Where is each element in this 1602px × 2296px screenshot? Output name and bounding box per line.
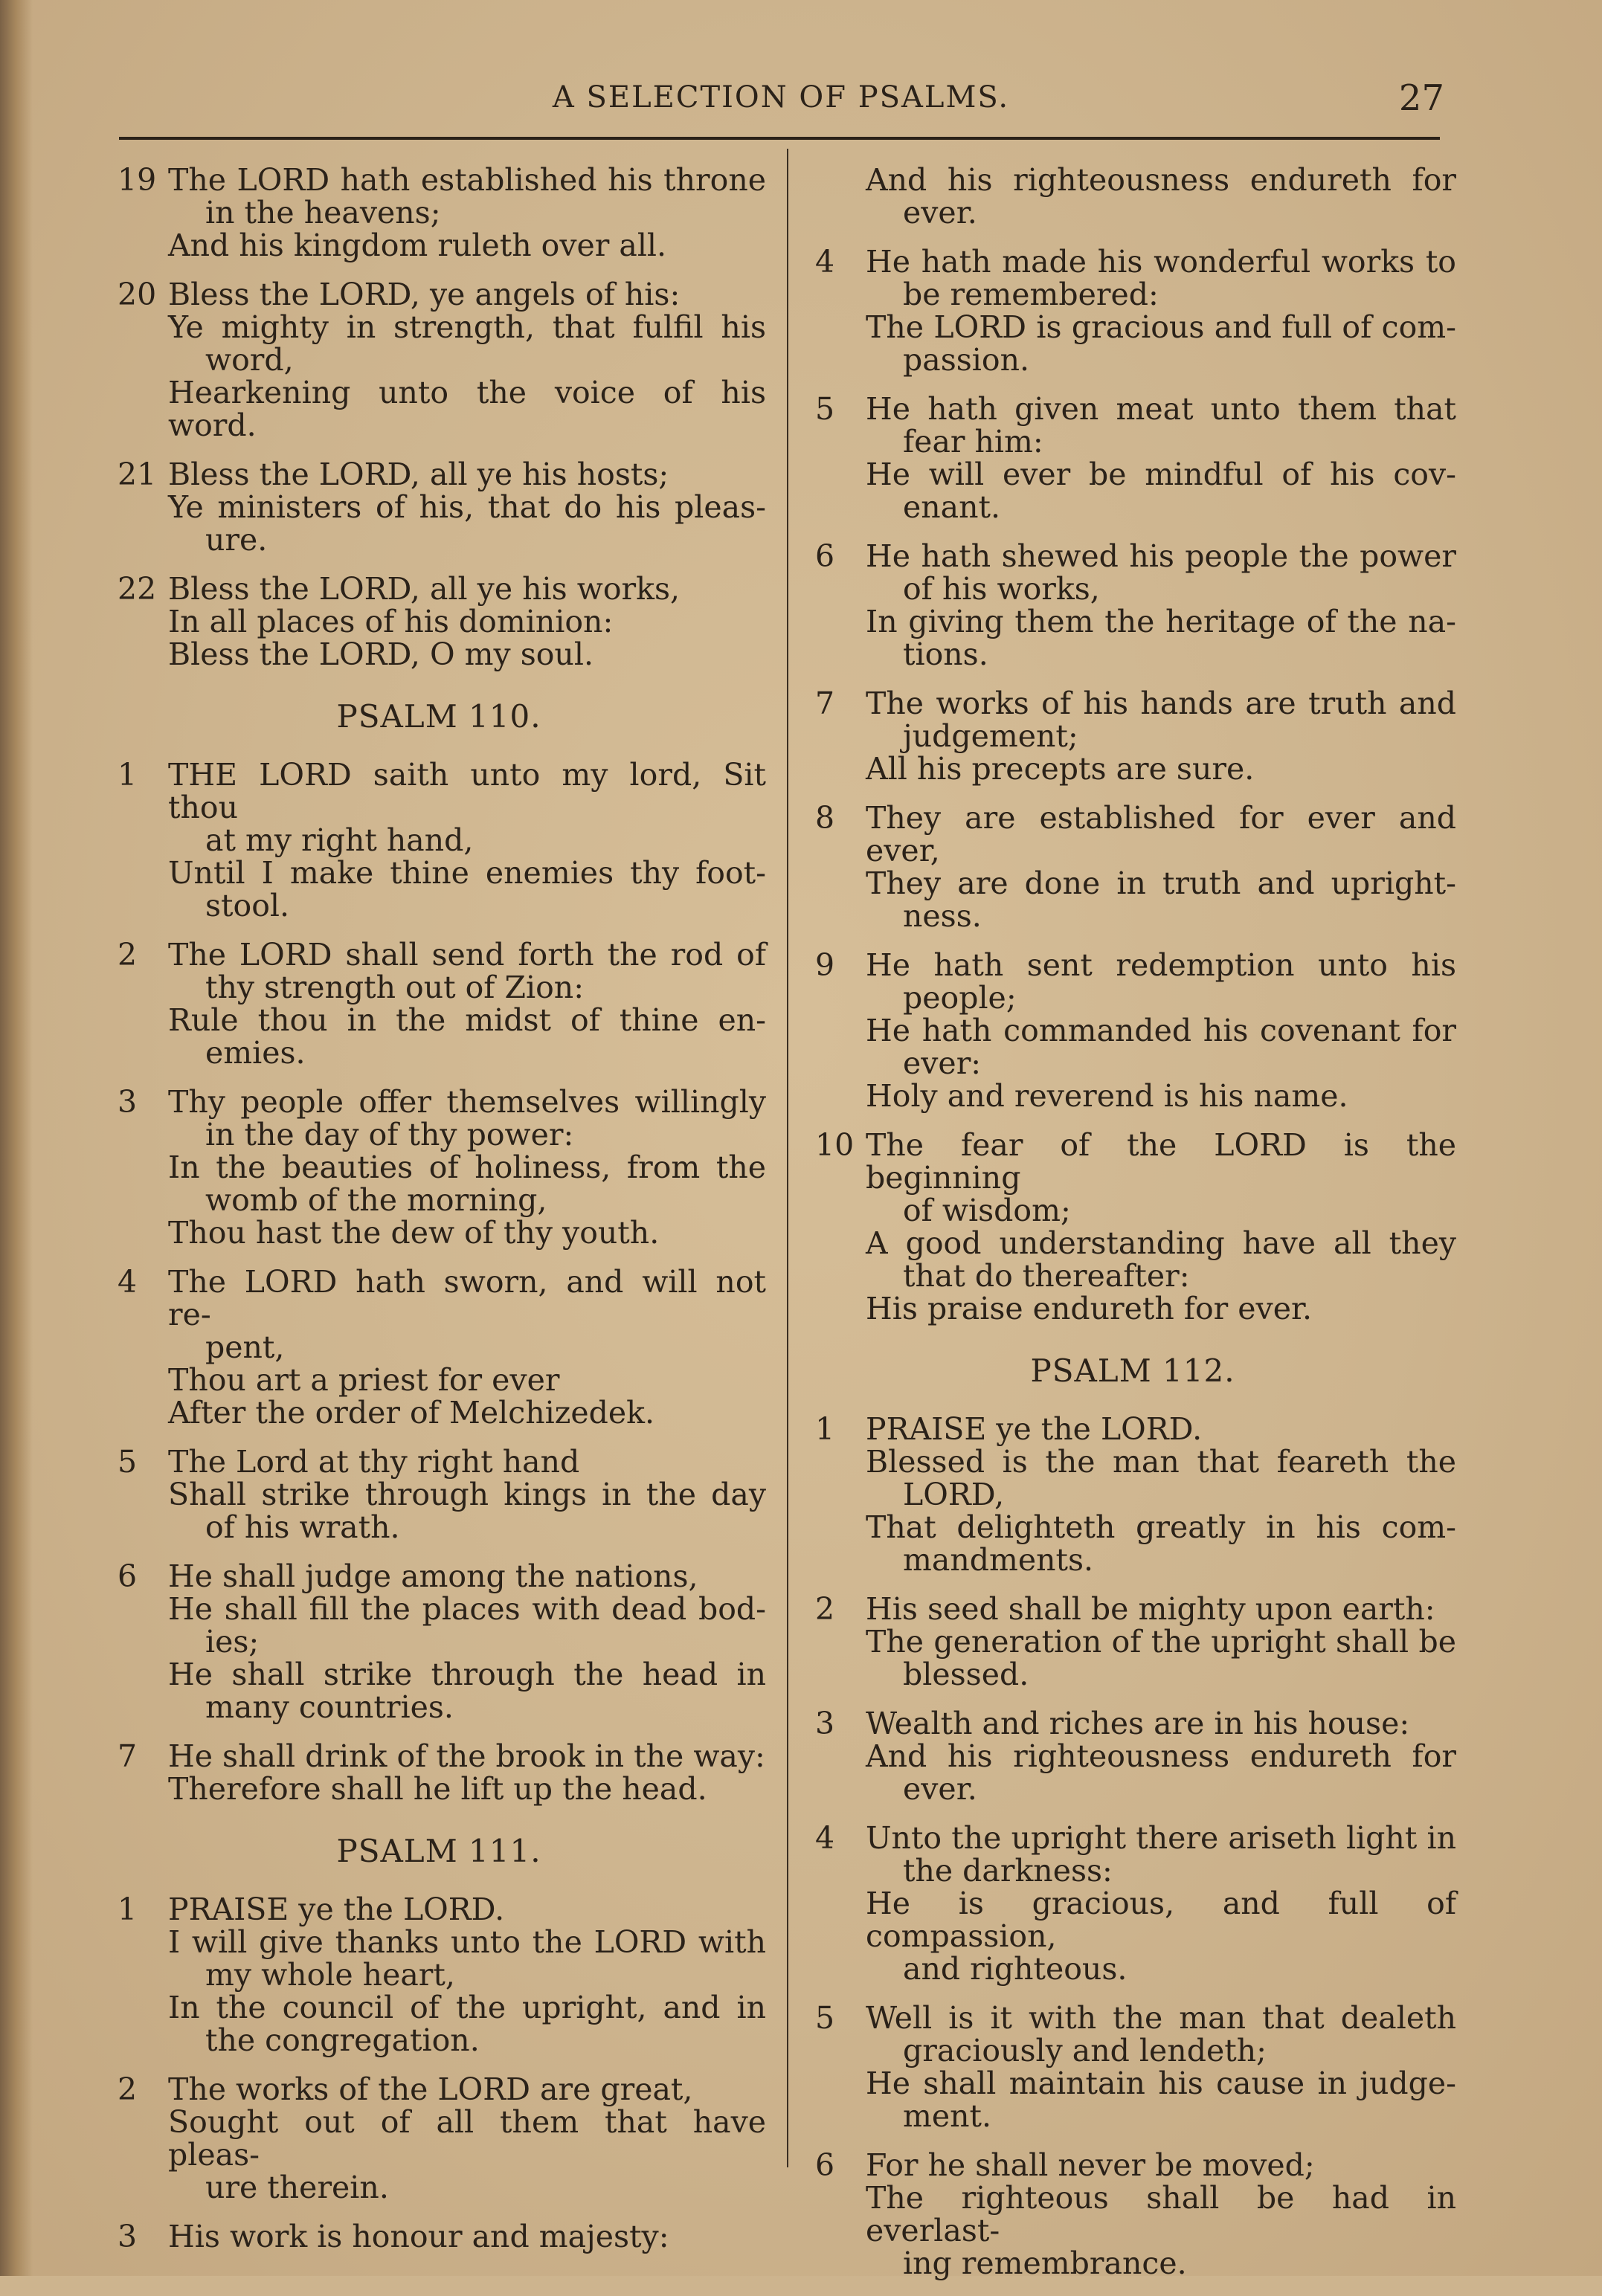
verse-number: 2: [118, 937, 138, 973]
verse-line: my whole heart,: [205, 1957, 455, 1993]
verse-number: 7: [118, 1738, 138, 1774]
verse-line: And his kingdom ruleth over all.: [168, 228, 667, 263]
verse-line: For he shall never be moved;: [866, 2147, 1315, 2183]
verse-line: In all places of his dominion:: [168, 604, 614, 639]
verse-line: pent,: [205, 1329, 285, 1365]
verse: [809, 1413, 1456, 1576]
verse-number: 7: [815, 686, 835, 721]
verse-line: The LORD hath established his throne: [168, 162, 766, 198]
verse-line: The Lord at thy right hand: [168, 1444, 580, 1480]
verse-line: And his righteousness endureth for: [866, 162, 1456, 198]
verse-line: Thy people offer themselves willingly: [168, 1084, 766, 1120]
running-head: [119, 77, 1444, 125]
verse-number: 10: [815, 1127, 855, 1163]
verse-line: ness.: [903, 898, 982, 934]
verse-line: His work is honour and majesty:: [168, 2219, 669, 2254]
verse: [112, 1086, 766, 1249]
verse-line: THE LORD saith unto my lord, Sit thou: [168, 757, 766, 825]
verse-line: in the heavens;: [205, 195, 441, 230]
verse-number: 4: [815, 1820, 835, 1856]
verse-line: ies;: [205, 1624, 260, 1660]
verse-line: Bless the LORD, all ye his hosts;: [168, 457, 669, 492]
verse-number: 3: [118, 1084, 138, 1120]
verse: [809, 1822, 1456, 1985]
verse: [112, 2073, 766, 2204]
verse-line: passion.: [903, 342, 1030, 378]
verse: [112, 1740, 766, 1805]
verse-line: They are established for ever and ever,: [866, 800, 1456, 868]
verse-line: of his works,: [903, 571, 1100, 607]
verse-line: And his righteousness endureth for: [866, 1738, 1456, 1774]
verse-line: that do thereafter:: [903, 1258, 1190, 1294]
verse-line: He is gracious, and full of compassion,: [866, 1886, 1456, 1954]
verse-line: The works of the LORD are great,: [168, 2071, 693, 2107]
verse-number: 4: [118, 1264, 138, 1300]
right-column: [809, 164, 1456, 2296]
verse-line: In giving them the heritage of the na-: [866, 604, 1456, 639]
verse-line: He shall drink of the brook in the way:: [168, 1738, 765, 1774]
verse: [112, 1560, 766, 1723]
psalm-heading: PSALM 112.: [1030, 1352, 1235, 1389]
verse-line: He hath given meat unto them that: [866, 391, 1456, 427]
verse-number: 3: [118, 2219, 138, 2254]
verse-line: in the day of thy power:: [205, 1117, 574, 1152]
verse-line: and righteous.: [903, 1951, 1127, 1987]
column-divider: [787, 149, 788, 2167]
verse-line: PRAISE ye the LORD.: [168, 1892, 505, 1927]
verse-line: judgement;: [903, 718, 1078, 754]
verse-line: ever.: [903, 195, 977, 230]
verse-line: All his precepts are sure.: [866, 751, 1255, 787]
verse-line: The LORD shall send forth the rod of: [168, 937, 766, 973]
verse: [112, 573, 766, 671]
verse-line: word,: [205, 342, 294, 378]
verse-line: His praise endureth for ever.: [866, 1291, 1313, 1326]
verse-line: Bless the LORD, ye angels of his:: [168, 277, 681, 312]
verse-line: ing remembrance.: [903, 2245, 1187, 2281]
verse-line: They are done in truth and upright-: [866, 865, 1456, 901]
verse-line: of his wrath.: [205, 1509, 400, 1545]
verse-number: 3: [815, 1706, 835, 1741]
verse-line: ment.: [903, 2098, 992, 2134]
verse-line: at my right hand,: [205, 822, 474, 858]
psalm-heading: PSALM 110.: [336, 698, 541, 735]
verse: [112, 1445, 766, 1544]
page-number: 27: [1398, 77, 1444, 119]
running-title: A SELECTION OF PSALMS.: [552, 80, 1010, 115]
verse-line: The righteous shall be had in everlast-: [866, 2180, 1456, 2248]
verse-number: 5: [815, 391, 835, 427]
verse: [809, 802, 1456, 932]
verse-line: graciously and lendeth;: [903, 2033, 1267, 2068]
verse: [112, 1265, 766, 1429]
verse: [112, 938, 766, 1069]
verse-line: Therefore shall he lift up the head.: [168, 1771, 707, 1807]
verse-line: the congregation.: [205, 2022, 480, 2058]
verse: [112, 758, 766, 922]
verse-number: 21: [118, 457, 157, 492]
verse: [809, 393, 1456, 523]
verse-line: The works of his hands are truth and: [866, 686, 1456, 721]
verse-number: 8: [815, 800, 835, 836]
verse-line: That delighteth greatly in his com-: [866, 1509, 1456, 1545]
verse-line: fear him:: [903, 424, 1043, 459]
verse-line: A good understanding have all they: [866, 1225, 1456, 1261]
verse-line: ever:: [903, 1045, 982, 1081]
verse-number: 9: [815, 947, 835, 983]
verse: [809, 1707, 1456, 1805]
verse-line: Ye ministers of his, that do his pleas-: [168, 489, 766, 525]
verse-line: The generation of the upright shall be: [866, 1624, 1456, 1660]
verse-line: The LORD is gracious and full of com-: [866, 309, 1456, 345]
verse: [112, 1893, 766, 2057]
book-spine-shadow: [0, 0, 33, 2276]
verse: [112, 278, 766, 442]
verse-line: The LORD hath sworn, and will not re-: [168, 1264, 766, 1332]
verse-line: After the order of Melchizedek.: [168, 1395, 655, 1431]
psalm-heading: PSALM 111.: [336, 1833, 541, 1869]
verse-line: Ye mighty in strength, that fulfil his: [168, 309, 766, 345]
verse-line: In the council of the upright, and in: [168, 1990, 766, 2025]
verse-number: 19: [118, 162, 157, 198]
verse: [809, 2149, 1456, 2280]
verse-line: be remembered:: [903, 277, 1159, 312]
verse-line: He hath made his wonderful works to: [866, 244, 1456, 280]
verse-line: He shall maintain his cause in judge-: [866, 2066, 1456, 2101]
verse-line: mandments.: [903, 1542, 1094, 1578]
verse: [809, 245, 1456, 376]
verse-line: thy strength out of Zion:: [205, 970, 585, 1005]
verse-number: 1: [118, 1892, 138, 1927]
verse: [112, 2220, 766, 2253]
verse: [809, 164, 1456, 229]
verse-line: the darkness:: [903, 1853, 1113, 1889]
verse-line: many countries.: [205, 1689, 454, 1725]
verse-line: Wealth and riches are in his house:: [866, 1706, 1410, 1741]
verse-line: I will give thanks unto the LORD with: [168, 1924, 766, 1960]
verse-line: He hath commanded his covenant for: [866, 1013, 1456, 1048]
left-column: [112, 164, 766, 2269]
verse-line: In the beauties of holiness, from the: [168, 1149, 766, 1185]
verse-line: Bless the LORD, all ye his works,: [168, 571, 681, 607]
verse-line: Hearkening unto the voice of his word.: [168, 375, 766, 443]
verse-line: people;: [903, 980, 1017, 1016]
verse-line: Well is it with the man that dealeth: [866, 2000, 1456, 2036]
verse-line: He shall fill the places with dead bod-: [168, 1591, 766, 1627]
verse-line: Blessed is the man that feareth the: [866, 1444, 1456, 1480]
verse-line: ure therein.: [205, 2170, 389, 2205]
verse-line: of wisdom;: [903, 1193, 1071, 1228]
verse: [809, 2002, 1456, 2132]
verse-line: Bless the LORD, O my soul.: [168, 636, 593, 672]
verse: [809, 1593, 1456, 1691]
verse-line: Sought out of all them that have pleas-: [168, 2104, 766, 2173]
verse-line: Thou art a priest for ever: [168, 1362, 560, 1398]
verse-number: 2: [815, 1591, 835, 1627]
verse-number: 1: [118, 757, 138, 793]
verse: [809, 687, 1456, 785]
verse-line: PRAISE ye the LORD.: [866, 1411, 1203, 1447]
verse: [809, 1129, 1456, 1325]
verse-line: enant.: [903, 489, 1001, 525]
verse-line: emies.: [205, 1035, 306, 1071]
verse-line: Shall strike through kings in the day: [168, 1477, 766, 1512]
verse-number: 2: [118, 2071, 138, 2107]
verse-line: Unto the upright there ariseth light in: [866, 1820, 1456, 1856]
verse-number: 4: [815, 244, 835, 280]
verse-line: He shall strike through the head in: [168, 1657, 766, 1692]
verse-line: He shall judge among the nations,: [168, 1558, 698, 1594]
verse-line: stool.: [205, 888, 290, 923]
verse-line: ure.: [205, 522, 268, 558]
verse-line: ever.: [903, 1771, 977, 1807]
verse-line: Holy and reverend is his name.: [866, 1078, 1348, 1114]
verse-line: He hath shewed his people the power: [866, 538, 1456, 574]
verse-number: 6: [815, 2147, 835, 2183]
header-rule: [119, 137, 1440, 140]
verse-line: Until I make thine enemies thy foot-: [168, 855, 766, 891]
verse: [112, 458, 766, 556]
verse-line: blessed.: [903, 1657, 1029, 1692]
verse-line: His seed shall be mighty upon earth:: [866, 1591, 1435, 1627]
verse: [809, 949, 1456, 1112]
verse-number: 20: [118, 277, 157, 312]
verse-number: 1: [815, 1411, 835, 1447]
verse: [112, 164, 766, 262]
verse-number: 5: [815, 2000, 835, 2036]
verse-line: tions.: [903, 636, 988, 672]
verse-number: 6: [815, 538, 835, 574]
verse-line: womb of the morning,: [205, 1182, 547, 1218]
verse-number: 6: [118, 1558, 138, 1594]
verse-line: He hath sent redemption unto his: [866, 947, 1456, 983]
verse: [809, 540, 1456, 671]
verse-number: 5: [118, 1444, 138, 1480]
verse-line: Thou hast the dew of thy youth.: [168, 1215, 660, 1251]
verse-line: LORD,: [903, 1477, 1005, 1512]
verse-line: He will ever be mindful of his cov-: [866, 457, 1456, 492]
verse-line: Rule thou in the midst of thine en-: [168, 1002, 766, 1038]
verse-line: The fear of the LORD is the beginning: [866, 1127, 1456, 1196]
verse-number: 22: [118, 571, 157, 607]
